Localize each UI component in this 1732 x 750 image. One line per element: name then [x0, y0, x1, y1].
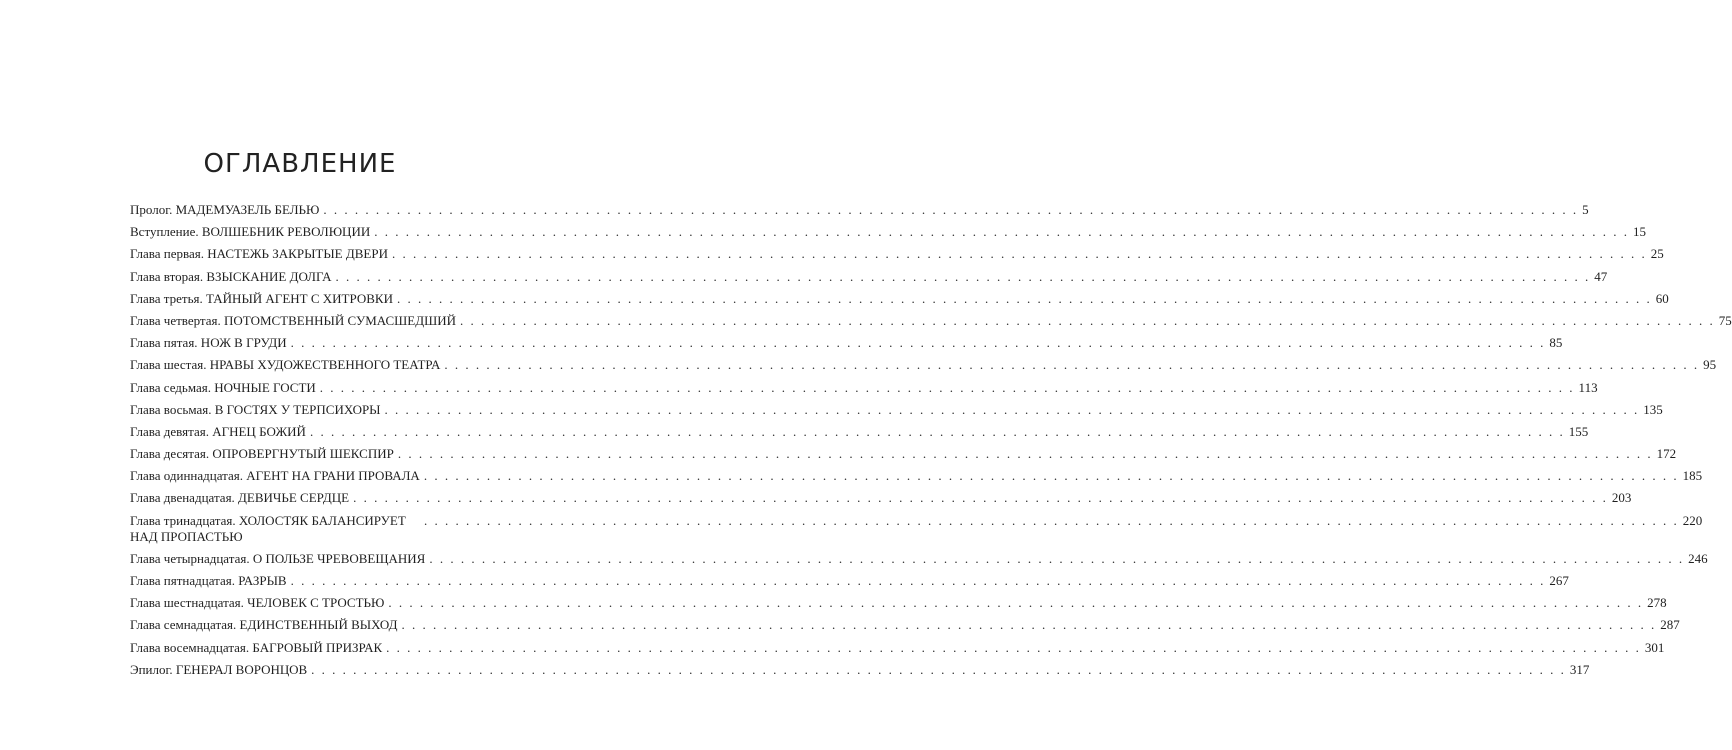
toc-entry [130, 312, 1732, 335]
toc-entry [130, 617, 1680, 639]
dot-leader: . . . . . . . . . . . . . . . . . . . . . . . . . . . . . . . . . . . . . . . . . . . . . . . . . . . . . . . . . . . . . . . . . . . . . . . . . . . . . . . . . . . . . . . . . . . . . . . . . . . . . . . . . . . . . . . . . . . . . . . . [335, 268, 1591, 284]
toc-entry-title: Глава шестая. НРАВЫ ХУДОЖЕСТВЕННОГО ТЕАТРА [130, 357, 441, 373]
toc-entry-title: Глава шестнадцатая. ЧЕЛОВЕК С ТРОСТЬЮ [130, 595, 385, 611]
toc-entry-page-number: 203 [1611, 490, 1632, 506]
toc-entry-page-number: 135 [1643, 401, 1663, 417]
toc-entry [130, 357, 1717, 379]
toc-entry-title: Глава четвертая. ПОТОМСТВЕННЫЙ СУМАСШЕДШИЙ [130, 312, 456, 328]
toc-entry-page-number: 317 [1569, 661, 1590, 677]
dot-leader: . . . . . . . . . . . . . . . . . . . . . . . . . . . . . . . . . . . . . . . . . . . . . . . . . . . . . . . . . . . . . . . . . . . . . . . . . . . . . . . . . . . . . . . . . . . . . . . . . . . . . . . . . . . . . . . . . . . . . . . . [323, 202, 1579, 217]
toc-entry-page-number: 220 [1682, 512, 1703, 528]
toc-entry-title: Эпилог. ГЕНЕРАЛ ВОРОНЦОВ [130, 661, 308, 677]
toc-entry-page-number: 246 [1688, 550, 1708, 566]
toc-entry-page-number: 278 [1647, 595, 1667, 611]
toc-entry [130, 335, 1563, 357]
dot-leader: . . . . . . . . . . . . . . . . . . . . . . . . . . . . . . . . . . . . . . . . . . . . . . . . . . . . . . . . . . . . . . . . . . . . . . . . . . . . . . . . . . . . . . . . . . . . . . . . . . . . . . . . . . . . . . . . . . . . . . . . [388, 595, 1644, 611]
toc-entry-page-number: 267 [1549, 573, 1569, 588]
table-of-contents [130, 202, 1732, 684]
dot-leader: . . . . . . . . . . . . . . . . . . . . . . . . . . . . . . . . . . . . . . . . . . . . . . . . . . . . . . . . . . . . . . . . . . . . . . . . . . . . . . . . . . . . . . . . . . . . . . . . . . . . . . . . . . . . . . . . . . . . . . . . [384, 401, 1640, 417]
toc-entry-page-number: 95 [1703, 357, 1717, 373]
dot-leader: . . . . . . . . . . . . . . . . . . . . . . . . . . . . . . . . . . . . . . . . . . . . . . . . . . . . . . . . . . . . . . . . . . . . . . . . . . . . . . . . . . . . . . . . . . . . . . . . . . . . . . . . . . . . . . . . . . . . . . . . [391, 246, 1647, 262]
toc-entry [130, 550, 1708, 573]
dot-leader: . . . . . . . . . . . . . . . . . . . . . . . . . . . . . . . . . . . . . . . . . . . . . . . . . . . . . . . . . . . . . . . . . . . . . . . . . . . . . . . . . . . . . . . . . . . . . . . . . . . . . . . . . . . . . . . . . . . . . . . . [290, 335, 1546, 351]
toc-entry-title: Глава третья. ТАЙНЫЙ АГЕНТ С ХИТРОВКИ [130, 290, 393, 306]
toc-entry-page-number: 172 [1656, 446, 1677, 462]
dot-leader: . . . . . . . . . . . . . . . . . . . . . . . . . . . . . . . . . . . . . . . . . . . . . . . . . . . . . . . . . . . . . . . . . . . . . . . . . . . . . . . . . . . . . . . . . . . . . . . . . . . . . . . . . . . . . . . . . . . . . . . . [374, 224, 1629, 240]
toc-entry [130, 573, 1569, 595]
toc-entry [130, 446, 1677, 468]
toc-entry-title-line2: НАД ПРОПАСТЬЮ [130, 528, 243, 544]
toc-entry [130, 268, 1608, 291]
dot-leader: . . . . . . . . . . . . . . . . . . . . . . . . . . . . . . . . . . . . . . . . . . . . . . . . . . . . . . . . . . . . . . . . . . . . . . . . . . . . . . . . . . . . . . . . . . . . . . . . . . . . . . . . . . . . . . . . . . . . . . . . [311, 661, 1566, 677]
toc-entry-page-number: 5 [1582, 202, 1589, 217]
toc-entry [130, 246, 1664, 268]
toc-entry [130, 490, 1632, 512]
toc-entry [130, 423, 1589, 446]
toc-entry-page-number: 185 [1682, 468, 1703, 484]
toc-entry-title: Глава восьмая. В ГОСТЯХ У ТЕРПСИХОРЫ [130, 401, 381, 417]
toc-entry [130, 512, 1703, 551]
toc-entry-title: Глава семнадцатая. ЕДИНСТВЕННЫЙ ВЫХОД [130, 617, 398, 633]
toc-entry-page-number: 75 [1718, 312, 1732, 328]
dot-leader: . . . . . . . . . . . . . . . . . . . . . . . . . . . . . . . . . . . . . . . . . . . . . . . . . . . . . . . . . . . . . . . . . . . . . . . . . . . . . . . . . . . . . . . . . . . . . . . . . . . . . . . . . . . . . . . . . . . . . . . . [429, 550, 1685, 566]
toc-entry-page-number: 113 [1578, 379, 1598, 395]
toc-entry-title-line1: Глава тринадцатая. ХОЛОСТЯК БАЛАНСИРУЕТ [130, 512, 406, 528]
toc-entry [130, 290, 1669, 313]
toc-entry [130, 468, 1703, 490]
toc-entry-page-number: 155 [1568, 423, 1589, 439]
dot-leader: . . . . . . . . . . . . . . . . . . . . . . . . . . . . . . . . . . . . . . . . . . . . . . . . . . . . . . . . . . . . . . . . . . . . . . . . . . . . . . . . . . . . . . . . . . . . . . . . . . . . . . . . . . . . . . . . . . . . . . . . [424, 512, 1679, 528]
toc-entry-page-number: 85 [1549, 335, 1563, 351]
dot-leader: . . . . . . . . . . . . . . . . . . . . . . . . . . . . . . . . . . . . . . . . . . . . . . . . . . . . . . . . . . . . . . . . . . . . . . . . . . . . . . . . . . . . . . . . . . . . . . . . . . . . . . . . . . . . . . . . . . . . . . . . [401, 617, 1657, 633]
toc-entry [130, 639, 1665, 662]
toc-entry [130, 661, 1590, 684]
dot-leader: . . . . . . . . . . . . . . . . . . . . . . . . . . . . . . . . . . . . . . . . . . . . . . . . . . . . . . . . . . . . . . . . . . . . . . . . . . . . . . . . . . . . . . . . . . . . . . . . . . . . . . . . . . . . . . . . . . . . . . . . [353, 490, 1608, 506]
toc-entry-page-number: 47 [1594, 268, 1608, 284]
dot-leader: . . . . . . . . . . . . . . . . . . . . . . . . . . . . . . . . . . . . . . . . . . . . . . . . . . . . . . . . . . . . . . . . . . . . . . . . . . . . . . . . . . . . . . . . . . . . . . . . . . . . . . . . . . . . . . . . . . . . . . . . [423, 468, 1679, 484]
toc-entry-title: Глава девятая. АГНЕЦ БОЖИЙ [130, 423, 306, 439]
toc-entry-page-number: 15 [1632, 224, 1646, 240]
toc-entry-page-number: 60 [1655, 290, 1669, 306]
toc-entry-title: Глава десятая. ОПРОВЕРГНУТЫЙ ШЕКСПИР [130, 446, 394, 462]
toc-entry-title: Глава двенадцатая. ДЕВИЧЬЕ СЕРДЦЕ [130, 490, 350, 506]
dot-leader: . . . . . . . . . . . . . . . . . . . . . . . . . . . . . . . . . . . . . . . . . . . . . . . . . . . . . . . . . . . . . . . . . . . . . . . . . . . . . . . . . . . . . . . . . . . . . . . . . . . . . . . . . . . . . . . . . . . . . . . . [396, 290, 1652, 306]
toc-entry-title: Глава первая. НАСТЕЖЬ ЗАКРЫТЫЕ ДВЕРИ [130, 246, 388, 262]
toc-entry-page-number: 25 [1650, 246, 1664, 262]
dot-leader: . . . . . . . . . . . . . . . . . . . . . . . . . . . . . . . . . . . . . . . . . . . . . . . . . . . . . . . . . . . . . . . . . . . . . . . . . . . . . . . . . . . . . . . . . . . . . . . . . . . . . . . . . . . . . . . . . . . . . . . . [386, 639, 1641, 655]
toc-entry-title: Глава одиннадцатая. АГЕНТ НА ГРАНИ ПРОВАЛА [130, 468, 420, 484]
toc-entry-title [130, 513, 420, 545]
toc-entry-page-number: 301 [1644, 639, 1665, 655]
dot-leader: . . . . . . . . . . . . . . . . . . . . . . . . . . . . . . . . . . . . . . . . . . . . . . . . . . . . . . . . . . . . . . . . . . . . . . . . . . . . . . . . . . . . . . . . . . . . . . . . . . . . . . . . . . . . . . . . . . . . . . . . [309, 423, 1565, 439]
toc-entry [130, 401, 1663, 424]
page-title: ОГЛАВЛЕНИЕ [203, 149, 397, 179]
toc-entry [130, 224, 1646, 246]
toc-entry-title: Вступление. ВОЛШЕБНИК РЕВОЛЮЦИИ [130, 224, 371, 240]
dot-leader: . . . . . . . . . . . . . . . . . . . . . . . . . . . . . . . . . . . . . . . . . . . . . . . . . . . . . . . . . . . . . . . . . . . . . . . . . . . . . . . . . . . . . . . . . . . . . . . . . . . . . . . . . . . . . . . . . . . . . . . . [290, 573, 1546, 588]
toc-entry-page-number: 287 [1660, 617, 1680, 633]
toc-entry-title: Пролог. МАДЕМУАЗЕЛЬ БЕЛЬЮ [130, 202, 320, 217]
dot-leader: . . . . . . . . . . . . . . . . . . . . . . . . . . . . . . . . . . . . . . . . . . . . . . . . . . . . . . . . . . . . . . . . . . . . . . . . . . . . . . . . . . . . . . . . . . . . . . . . . . . . . . . . . . . . . . . . . . . . . . . . [319, 379, 1575, 395]
toc-entry [130, 202, 1589, 224]
toc-entry-title: Глава четырнадцатая. О ПОЛЬЗЕ ЧРЕВОВЕЩАНИЯ [130, 550, 426, 566]
toc-entry-title: Глава пятнадцатая. РАЗРЫВ [130, 573, 287, 588]
dot-leader: . . . . . . . . . . . . . . . . . . . . . . . . . . . . . . . . . . . . . . . . . . . . . . . . . . . . . . . . . . . . . . . . . . . . . . . . . . . . . . . . . . . . . . . . . . . . . . . . . . . . . . . . . . . . . . . . . . . . . . . . [459, 312, 1715, 328]
dot-leader: . . . . . . . . . . . . . . . . . . . . . . . . . . . . . . . . . . . . . . . . . . . . . . . . . . . . . . . . . . . . . . . . . . . . . . . . . . . . . . . . . . . . . . . . . . . . . . . . . . . . . . . . . . . . . . . . . . . . . . . . [397, 446, 1653, 462]
toc-entry-title: Глава вторая. ВЗЫСКАНИЕ ДОЛГА [130, 268, 332, 284]
toc-entry-title: Глава пятая. НОЖ В ГРУДИ [130, 335, 287, 351]
toc-entry-title: Глава седьмая. НОЧНЫЕ ГОСТИ [130, 379, 316, 395]
toc-entry [130, 595, 1667, 617]
toc-entry [130, 379, 1598, 402]
dot-leader: . . . . . . . . . . . . . . . . . . . . . . . . . . . . . . . . . . . . . . . . . . . . . . . . . . . . . . . . . . . . . . . . . . . . . . . . . . . . . . . . . . . . . . . . . . . . . . . . . . . . . . . . . . . . . . . . . . . . . . . . [444, 357, 1700, 373]
toc-entry-title: Глава восемнадцатая. БАГРОВЫЙ ПРИЗРАК [130, 639, 383, 655]
